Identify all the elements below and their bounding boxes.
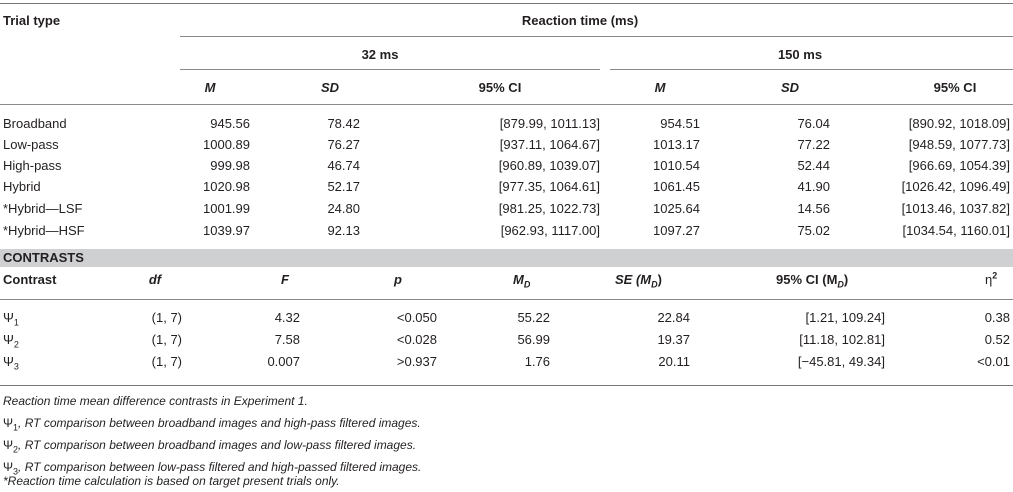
footnote-psi-sub: 3 — [13, 466, 19, 477]
psi-sub: 3 — [13, 361, 19, 372]
psi-label — [3, 354, 19, 370]
cell-se: 19.37 — [657, 332, 690, 347]
cell-ci150: [966.69, 1054.39] — [908, 158, 1010, 173]
cell-m150: 1097.27 — [653, 223, 700, 238]
row-label: Broadband — [3, 116, 67, 131]
group-rule-150 — [610, 69, 1013, 70]
cell-se: 20.11 — [658, 354, 690, 369]
cell-eta: <0.01 — [977, 354, 1010, 369]
psi-label — [3, 310, 19, 326]
md-header-sub: D — [523, 279, 531, 290]
group-rule-32 — [180, 69, 600, 70]
cell-ci150: [890.92, 1018.09] — [908, 116, 1010, 131]
cell-sd32: 76.27 — [327, 137, 360, 152]
cell-m150: 954.51 — [660, 116, 700, 131]
cell-sd150: 41.90 — [797, 179, 830, 194]
cell-ci32: [977.35, 1064.61] — [498, 179, 600, 194]
row-label: *Hybrid—HSF — [3, 223, 85, 238]
cell-sd150: 77.22 — [797, 137, 830, 152]
col-ci-32: 95% CI — [478, 80, 522, 95]
footnote-psi-sub: 1 — [13, 422, 19, 433]
footnote-psi2 — [3, 438, 416, 453]
cell-sd150: 14.56 — [797, 201, 830, 216]
footnote-psi1 — [3, 416, 421, 431]
contrasts-header-rule — [0, 299, 1013, 300]
psi-sub: 1 — [13, 317, 19, 328]
cell-p: <0.050 — [396, 310, 437, 325]
cell-ci32: [879.99, 1011.13] — [499, 116, 600, 131]
eta-header — [985, 272, 997, 288]
cell-sd150: 75.02 — [797, 223, 830, 238]
group-32-header: 32 ms — [361, 47, 399, 62]
cell-m32: 1020.98 — [203, 179, 250, 194]
footnote-text: , RT comparison between broadband images and low-pass filtered images. — [18, 438, 417, 452]
footnote-text: , RT comparison between low-pass filtered and high-passed filtered images. — [18, 460, 422, 474]
col-sd-32: SD — [320, 80, 340, 95]
ci-header-close: ) — [843, 272, 849, 287]
cell-ci: [−45.81, 49.34] — [797, 354, 885, 369]
cell-ci32: [937.11, 1064.67] — [499, 137, 600, 152]
cell-ci150: [948.59, 1077.73] — [908, 137, 1010, 152]
cell-df: (1, 7) — [151, 310, 182, 325]
md-header — [513, 272, 530, 288]
col-sd-150: SD — [780, 80, 800, 95]
cell-m32: 1000.89 — [203, 137, 250, 152]
eta-header-sup: 2 — [992, 270, 998, 281]
cell-df: (1, 7) — [151, 354, 182, 369]
ci-header-sub: D — [837, 279, 844, 290]
cell-df: (1, 7) — [151, 332, 182, 347]
cell-f: 4.32 — [274, 310, 300, 325]
cell-sd32: 52.17 — [327, 179, 360, 194]
psi-label — [3, 332, 19, 348]
psi-symbol: Ψ — [3, 354, 14, 369]
footnote-psi-sub: 2 — [13, 444, 19, 455]
table-caption: Reaction time mean difference contrasts in Experiment 1. — [3, 394, 308, 408]
cell-eta: 0.52 — [984, 332, 1010, 347]
cell-m150: 1061.45 — [653, 179, 700, 194]
cell-md: 56.99 — [517, 332, 550, 347]
cell-sd32: 46.74 — [327, 158, 360, 173]
cell-ci150: [1026.42, 1096.49] — [901, 179, 1010, 194]
cell-ci32: [981.25, 1022.73] — [498, 201, 600, 216]
contrast-header: Contrast — [3, 272, 57, 287]
footnote-psi-symbol: Ψ — [3, 460, 14, 474]
cell-ci150: [1013.46, 1037.82] — [901, 201, 1010, 216]
contrasts-label: CONTRASTS — [3, 250, 84, 265]
cell-sd32: 78.42 — [327, 116, 360, 131]
psi-sub: 2 — [13, 339, 19, 350]
cell-ci: [1.21, 109.24] — [805, 310, 885, 325]
contrasts-band — [0, 249, 1013, 267]
cell-sd150: 76.04 — [797, 116, 830, 131]
row-label: Low-pass — [3, 137, 59, 152]
cell-m150: 1010.54 — [653, 158, 700, 173]
rt-rule — [180, 36, 1013, 37]
cell-se: 22.84 — [657, 310, 690, 325]
cell-p: >0.937 — [396, 354, 437, 369]
eta-header-main: η — [985, 272, 993, 287]
footnote-psi-symbol: Ψ — [3, 438, 14, 452]
cell-p: <0.028 — [396, 332, 437, 347]
cell-ci: [11.18, 102.81] — [799, 332, 885, 347]
cell-sd32: 24.80 — [327, 201, 360, 216]
cell-f: 7.58 — [274, 332, 300, 347]
cell-m32: 1039.97 — [203, 223, 250, 238]
cell-f: 0.007 — [267, 354, 300, 369]
cell-md: 1.76 — [524, 354, 550, 369]
group-150-header: 150 ms — [777, 47, 823, 62]
top-rule — [0, 3, 1013, 4]
footnote-asterisk: *Reaction time calculation is based on target present trials only. — [3, 474, 340, 488]
cell-m32: 945.56 — [210, 116, 250, 131]
footnote-psi-symbol: Ψ — [3, 416, 14, 430]
se-header-main: SE (M — [615, 272, 652, 287]
footnote-text: , RT comparison between broadband images and high-pass filtered images. — [18, 416, 421, 430]
cell-m150: 1025.64 — [653, 201, 700, 216]
f-header: F — [281, 272, 289, 287]
cell-sd32: 92.13 — [327, 223, 360, 238]
psi-symbol: Ψ — [3, 310, 14, 325]
cell-eta: 0.38 — [984, 310, 1010, 325]
col-ci-150: 95% CI — [933, 80, 977, 95]
cell-sd150: 52.44 — [797, 158, 830, 173]
se-header-sub: D — [651, 279, 658, 290]
col-m-32: M — [204, 80, 216, 95]
table-bottom-rule — [0, 385, 1013, 386]
cell-m32: 999.98 — [210, 158, 250, 173]
header-bottom-rule — [0, 104, 1013, 105]
cell-ci150: [1034.54, 1160.01] — [902, 223, 1010, 238]
row-label: Hybrid — [3, 179, 41, 194]
row-label: High-pass — [3, 158, 62, 173]
cell-m150: 1013.17 — [653, 137, 700, 152]
md-header-main: M — [513, 272, 524, 287]
ci-header-main: 95% CI (M — [776, 272, 838, 287]
reaction-time-header: Reaction time (ms) — [521, 13, 639, 28]
cell-ci32: [962.93, 1117.00] — [500, 223, 600, 238]
se-header — [615, 272, 662, 288]
trial-type-header: Trial type — [3, 13, 61, 28]
df-header: df — [148, 272, 162, 287]
cell-m32: 1001.99 — [203, 201, 250, 216]
cell-md: 55.22 — [517, 310, 550, 325]
footnote-psi3 — [3, 460, 421, 475]
col-m-150: M — [654, 80, 666, 95]
se-header-close: ) — [657, 272, 662, 287]
row-label: *Hybrid—LSF — [3, 201, 83, 216]
psi-symbol: Ψ — [3, 332, 14, 347]
ci-header — [776, 272, 848, 288]
cell-ci32: [960.89, 1039.07] — [498, 158, 600, 173]
p-header: p — [394, 272, 402, 287]
